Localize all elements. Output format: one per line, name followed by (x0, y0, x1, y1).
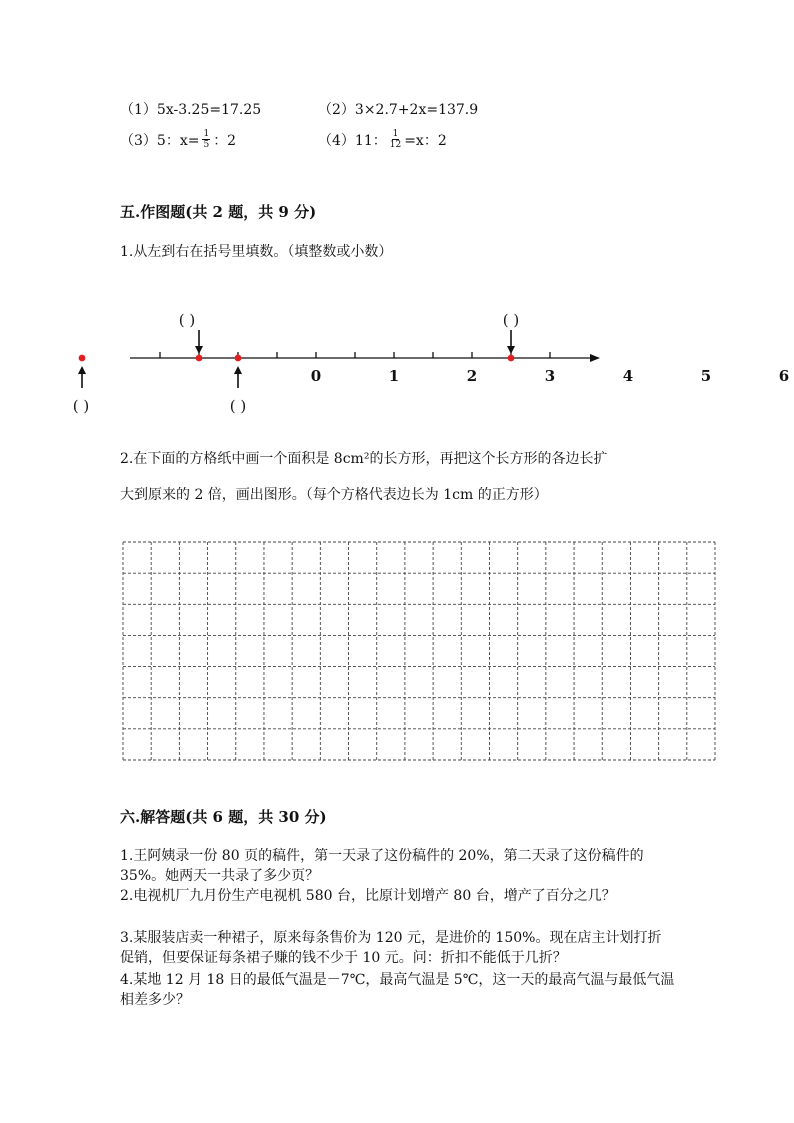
answer-blank-below[interactable]: ( ) (229, 397, 247, 415)
problem-6-4: 4.某地 12 月 18 日的最低气温是－7℃，最高气温是 5℃，这一天的最高气温与最低气温相差多少？ (120, 972, 675, 1008)
answer-blank-below[interactable]: ( ) (72, 397, 90, 415)
equation-3-fraction-denominator: 5 (203, 139, 210, 150)
number-line-marked-point (508, 355, 515, 362)
problem-6-1: 1.王阿姨录一份 80 页的稿件，第一天录了这份稿件的 20%，第二天录了这份稿件的 35%。她两天一共录了多少页？ (120, 848, 644, 884)
equation-2: （2）3×2.7+2x=137.9 (318, 102, 479, 118)
number-line-label: 5 (700, 367, 712, 385)
equation-3 (120, 130, 236, 152)
answer-blank-above[interactable]: ( ) (502, 311, 520, 329)
number-line-label: 1 (388, 367, 400, 385)
problem-6-3: 3.某服装店卖一种裙子，原来每条售价为 120 元，是进价的 150%。现在店主计划打折促销，但要保证每条裙子赚的钱不少于 10 元。问：折扣不能低于几折？ (120, 930, 662, 966)
number-line-label: 6 (778, 367, 790, 385)
number-line-label: 2 (466, 367, 478, 385)
number-line-arrowhead (590, 354, 600, 362)
up-arrow-icon (234, 366, 242, 388)
equation-4-fraction (390, 129, 401, 150)
equation-3-prefix: （3）5：x= (120, 133, 200, 149)
equation-4 (318, 130, 447, 152)
number-line-label: 0 (310, 367, 322, 385)
square-grid-paper[interactable] (0, 535, 794, 767)
equation-3-fraction (202, 129, 210, 150)
equation-4-prefix: （4）11： (318, 133, 387, 149)
problem-6-2: 2.电视机厂九月份生产电视机 580 台，比原计划增产 80 台，增产了百分之几？ (120, 888, 616, 904)
equation-4-fraction-numerator: 1 (392, 128, 399, 139)
equation-3-suffix: ：2 (213, 133, 237, 149)
number-line-marked-point (79, 355, 86, 362)
number-line-label: 4 (622, 367, 634, 385)
section-5-heading: 五.作图题(共 2 题，共 9 分) (120, 203, 317, 221)
number-line (0, 300, 794, 430)
equation-1: （1）5x-3.25=17.25 (120, 102, 262, 118)
equation-4-suffix: =x：2 (404, 133, 447, 149)
down-arrow-icon (507, 330, 515, 354)
up-arrow-icon (78, 366, 86, 388)
number-line-label: 3 (544, 367, 556, 385)
number-line-marked-point (196, 355, 203, 362)
number-line-marked-point (235, 355, 242, 362)
down-arrow-icon (195, 330, 203, 354)
answer-blank-above[interactable]: ( ) (178, 311, 196, 329)
equation-4-fraction-denominator: 12 (389, 139, 402, 150)
section-6-heading: 六.解答题(共 6 题，共 30 分) (120, 808, 327, 826)
question-5-1: 1.从左到右在括号里填数。（填整数或小数） (120, 244, 393, 260)
question-5-2-line-1: 2.在下面的方格纸中画一个面积是 8cm²的长方形，再把这个长方形的各边长扩 (120, 451, 608, 467)
question-5-2-line-2: 大到原来的 2 倍，画出图形。（每个方格代表边长为 1cm 的正方形） (120, 487, 548, 503)
equation-3-fraction-numerator: 1 (203, 128, 210, 139)
